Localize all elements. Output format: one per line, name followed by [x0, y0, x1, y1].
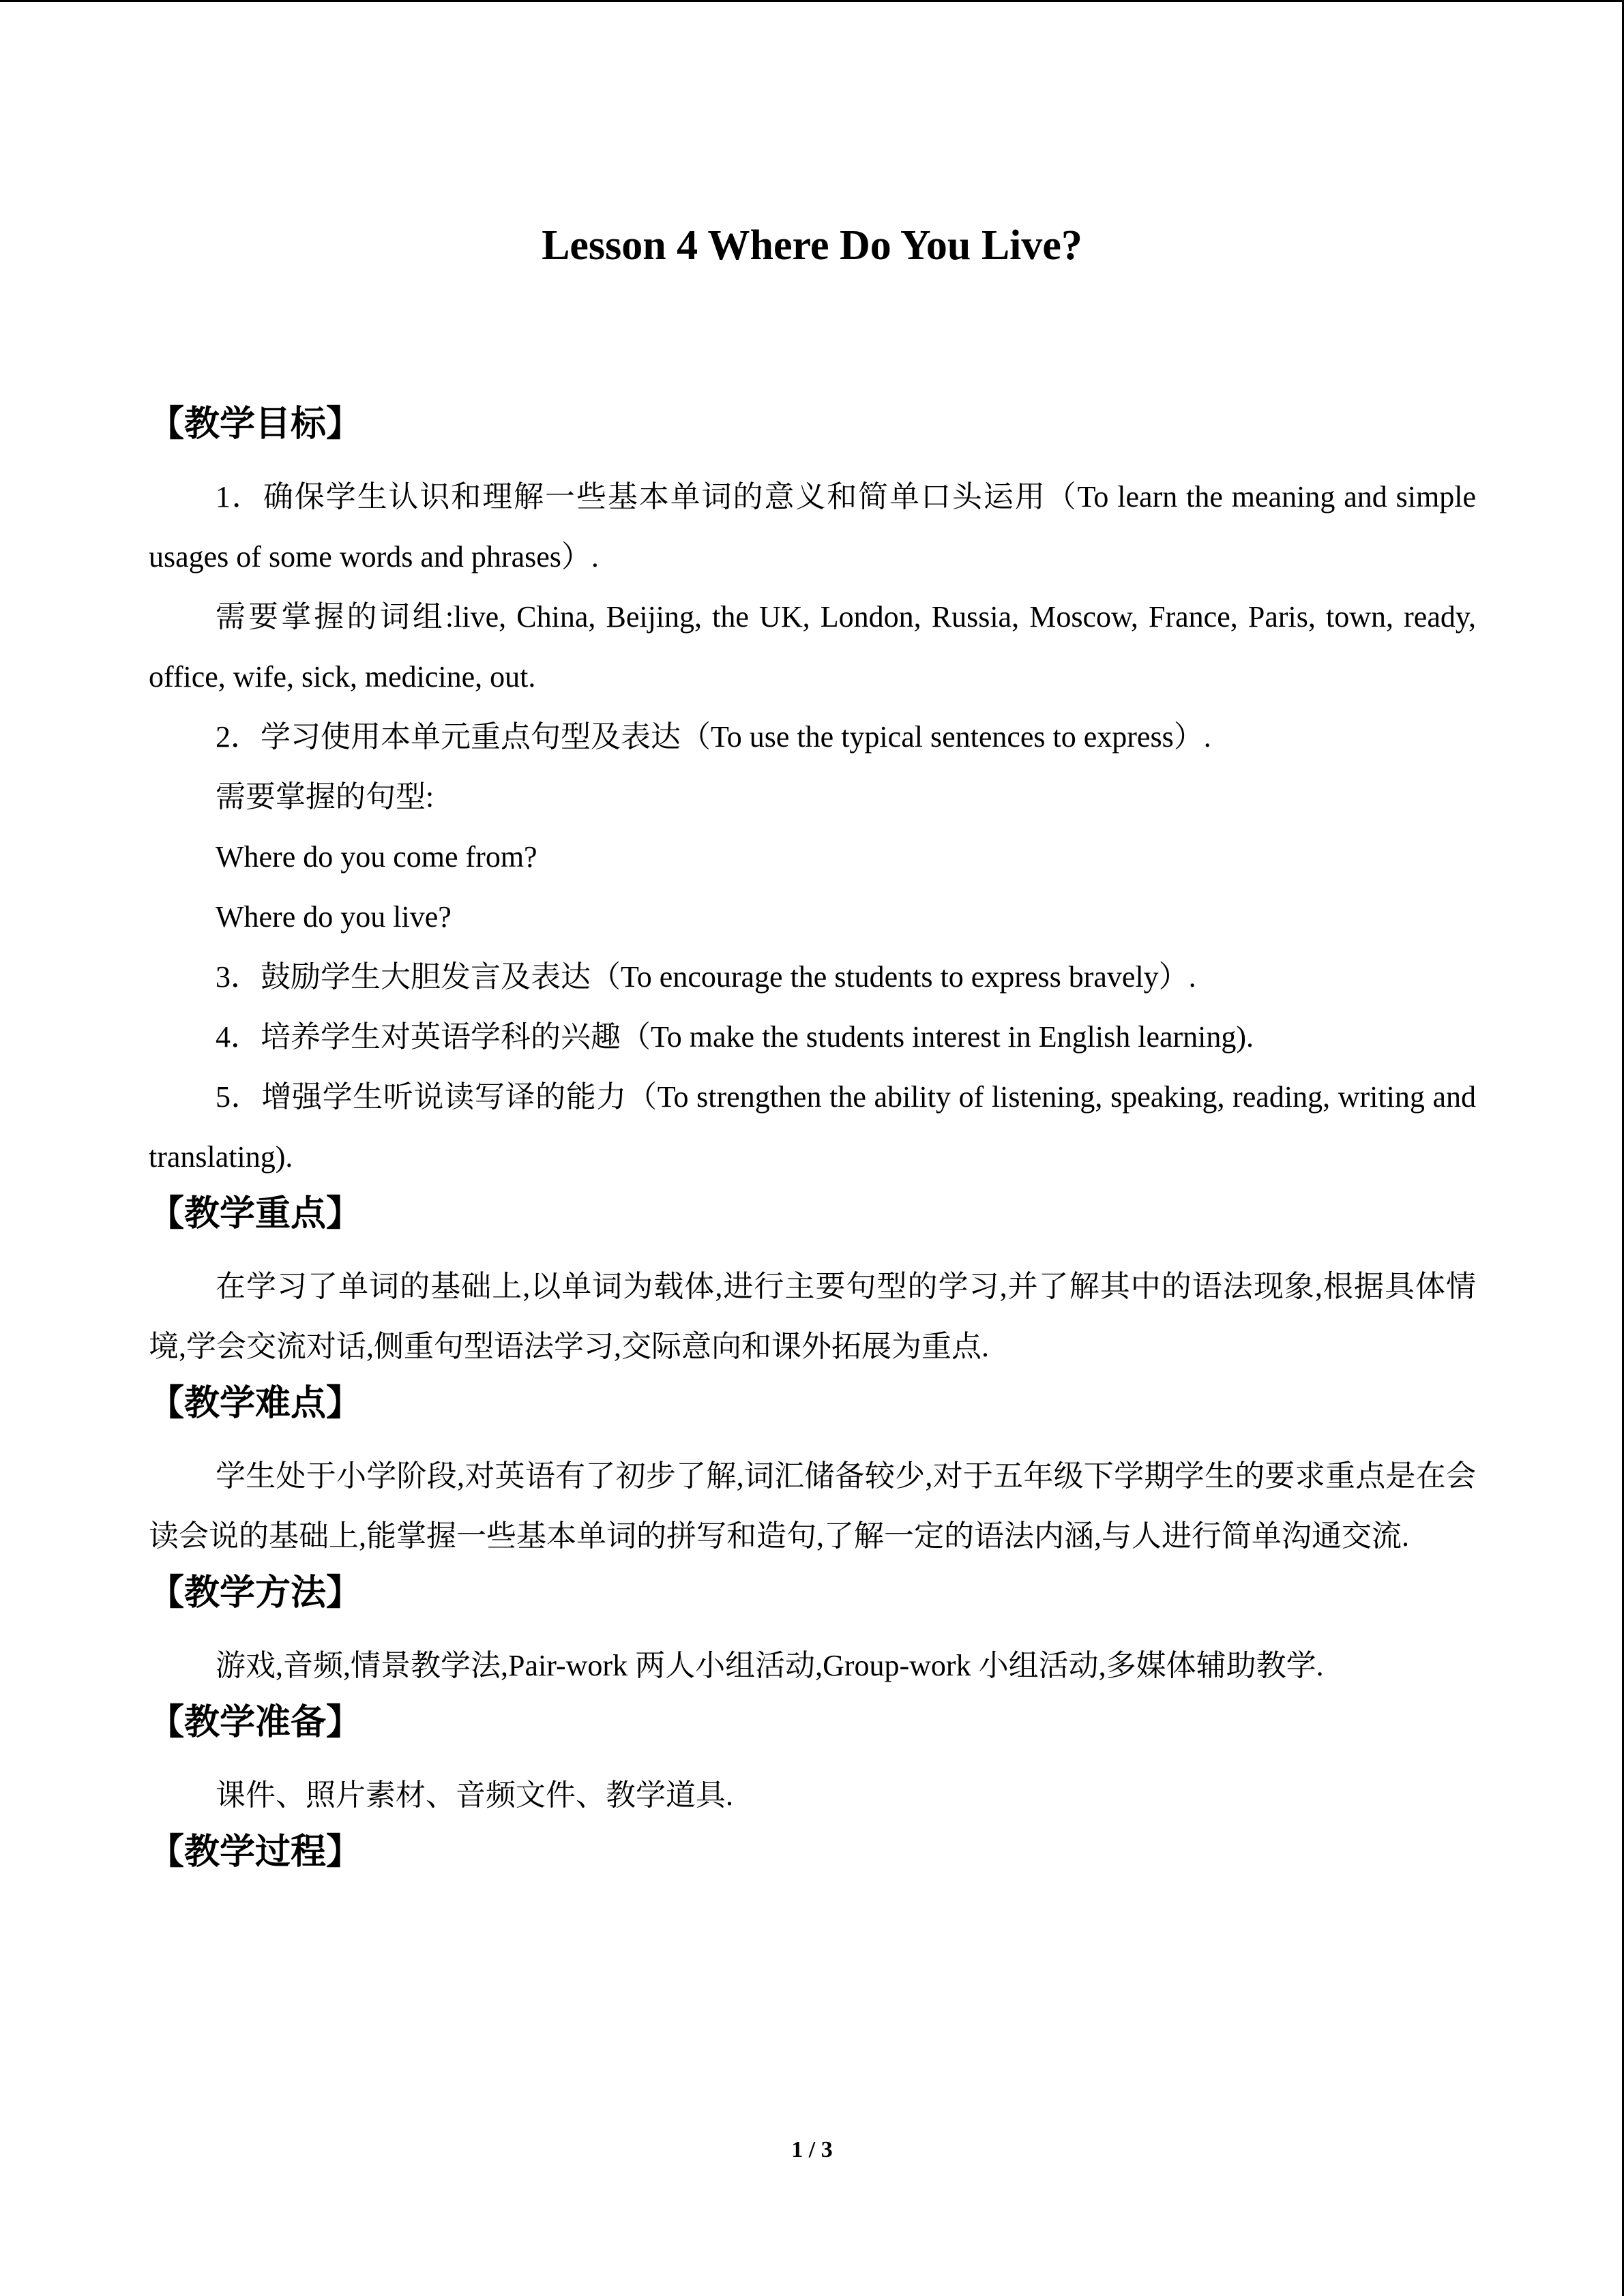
- objective-2: 2．学习使用本单元重点句型及表达（To use the typical sentences to express）.: [216, 720, 1211, 754]
- objective-4: 4．培养学生对英语学科的兴趣（To make the students interest in English learning).: [216, 1020, 1254, 1054]
- section-objectives: [149, 398, 1476, 1187]
- section-difficulties: [149, 1377, 1476, 1566]
- section-key-points: [149, 1187, 1476, 1377]
- document-title: Lesson 4 Where Do You Live?: [542, 222, 1082, 269]
- preparation-text: 课件、照片素材、音频文件、教学道具.: [216, 1778, 733, 1812]
- objective-3: 3．鼓励学生大胆发言及表达（To encourage the students to express bravely）.: [216, 960, 1196, 994]
- objective-5: 5．增强学生听说读写译的能力（To strengthen the ability of listening, speaking, reading, writing and translating).: [149, 1080, 1476, 1174]
- objective-2-sentence-label: 需要掌握的句型:: [216, 780, 434, 814]
- difficulties-text: 学生处于小学阶段,对英语有了初步了解,词汇储备较少,对于五年级下学期学生的要求重点是在会读会说的基础上,能掌握一些基本单词的拼写和造句,了解一定的语法内涵,与人进行简单沟通交流.: [149, 1459, 1476, 1553]
- section-heading-key-points: 【教学重点】: [149, 1195, 362, 1234]
- section-heading-preparation: 【教学准备】: [149, 1703, 362, 1742]
- section-preparation: [149, 1696, 1476, 1825]
- section-process: [149, 1825, 1476, 1880]
- objective-2-sentence-2: Where do you live?: [216, 900, 452, 934]
- document-body: [149, 398, 1476, 1880]
- section-heading-difficulties: 【教学难点】: [149, 1384, 362, 1423]
- section-heading-objectives: 【教学目标】: [149, 405, 362, 444]
- objective-1-vocabulary: 需要掌握的词组:live, China, Beijing, the UK, London, Russia, Moscow, France, Paris, town, ready, office, wife, sick, medicine, out.: [149, 600, 1476, 694]
- objective-2-sentence-1: Where do you come from?: [216, 840, 537, 874]
- section-heading-methods: 【教学方法】: [149, 1574, 362, 1613]
- section-methods: [149, 1566, 1476, 1696]
- page-number: 1 / 3: [791, 2137, 833, 2162]
- methods-text: 游戏,音频,情景教学法,Pair-work 两人小组活动,Group-work 小组活动,多媒体辅助教学.: [216, 1649, 1324, 1682]
- objective-1: 1．确保学生认识和理解一些基本单词的意义和简单口头运用（To learn the meaning and simple usages of some words and phrases）.: [149, 480, 1476, 573]
- key-points-text: 在学习了单词的基础上,以单词为载体,进行主要句型的学习,并了解其中的语法现象,根据具体情境,学会交流对话,侧重句型语法学习,交际意向和课外拓展为重点.: [149, 1270, 1476, 1363]
- section-heading-process: 【教学过程】: [149, 1833, 362, 1872]
